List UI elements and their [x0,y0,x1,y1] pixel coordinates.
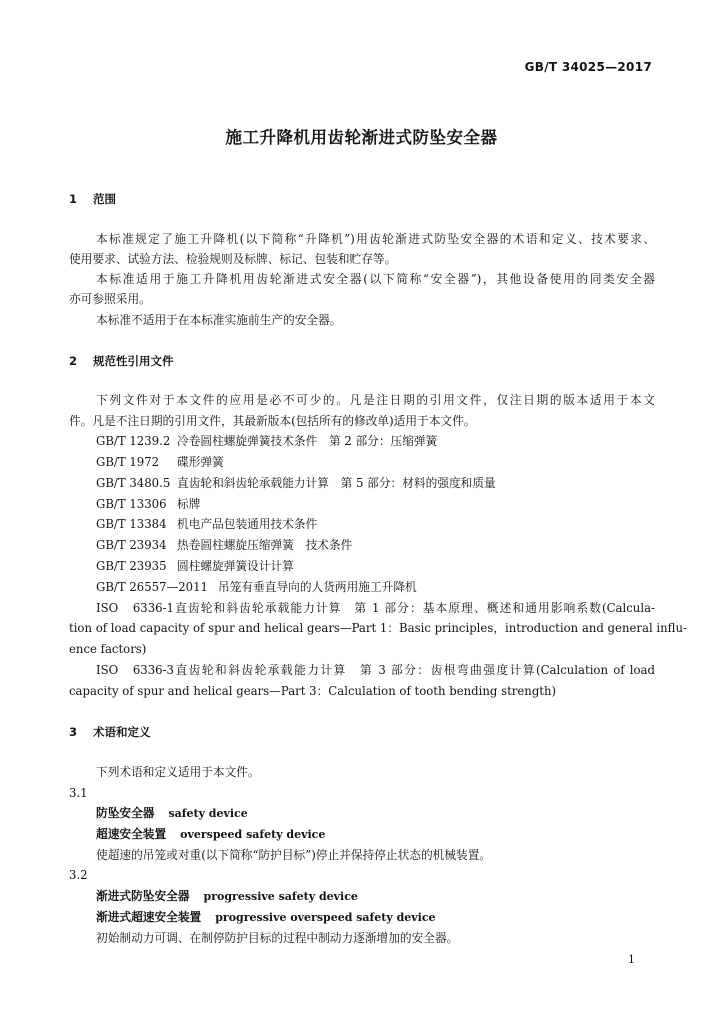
reference-code: GB/T 13306 [96,497,167,511]
term-definition: 初始制动力可调、在制停防护目标的过程中制动力逐渐增加的安全器。 [96,931,459,945]
term-english: overspeed safety device [180,828,326,841]
paragraph-line: ence factors) [69,642,147,656]
term-english: progressive overspeed safety device [215,911,436,924]
document-title: 施工升降机用齿轮渐进式防坠安全器 [225,128,498,147]
reference-code: GB/T 13384 [96,517,167,531]
term-chinese: 超速安全装置 [96,827,167,841]
term-entry [96,910,655,925]
section-2-heading [69,353,174,369]
section-title: 规范性引用文件 [93,354,174,368]
paragraph-line: 本标准规定了施工升降机(以下简称“升降机”)用齿轮渐进式防坠安全器的术语和定义、技术要求、 [96,232,655,246]
reference-title: 直齿轮和斜齿轮承载能力计算 第 5 部分：材料的强度和质量 [177,476,496,490]
reference-item [96,497,655,511]
standard-code: GB/T 34025—2017 [524,60,652,74]
section-title: 范围 [93,192,117,206]
reference-title: 热卷圆柱螺旋压缩弹簧 技术条件 [177,538,353,552]
reference-code: GB/T 1239.2 [96,434,171,448]
paragraph-line: tion of load capacity of spur and helical gears—Part 1：Basic principles，introduction and general influ- [69,621,687,635]
reference-code: GB/T 23935 [96,559,167,573]
reference-title: 圆柱螺旋弹簧设计计算 [177,559,294,573]
reference-item [96,455,655,469]
reference-item [96,663,655,677]
term-english: progressive safety device [203,890,358,903]
paragraph-line: 本标准适用于施工升降机用齿轮渐进式安全器(以下简称“安全器”)，其他设备使用的同类安全器 [96,272,655,286]
section-number: 2 [69,354,78,368]
term-chinese: 渐进式超速安全装置 [96,910,202,924]
paragraph-line: 本标准不适用于在本标准实施前生产的安全器。 [96,313,342,327]
reference-item [96,559,655,573]
reference-item [96,476,655,490]
reference-item [96,434,655,448]
reference-code: ISO 6336-3 [96,663,174,677]
section-number: 3 [69,725,78,739]
paragraph-line: 下列术语和定义适用于本文件。 [96,765,260,779]
reference-title: 碟形弹簧 [177,455,224,469]
reference-code: GB/T 23934 [96,538,167,552]
reference-title: 直齿轮和斜齿轮承载能力计算 第 1 部分：基本原理、概述和通用影响系数(Calcula- [174,601,655,615]
term-entry [96,827,655,842]
section-3-heading [69,724,151,740]
reference-item [96,538,655,552]
reference-item [96,601,655,615]
reference-title: 机电产品包装通用技术条件 [177,517,318,531]
reference-code: GB/T 3480.5 [96,476,171,490]
reference-title: 标牌 [177,497,201,511]
reference-item [96,580,655,594]
reference-code: ISO 6336-1 [96,601,174,615]
term-english: safety device [168,807,248,820]
reference-code: GB/T 1972 [96,455,160,469]
reference-code: GB/T 26557—2011 [96,580,208,594]
paragraph-line: 下列文件对于本文件的应用是必不可少的。凡是注日期的引用文件，仅注日期的版本适用于本文 [96,393,655,407]
reference-item [96,517,655,531]
section-number: 1 [69,192,78,206]
term-entry [96,889,655,904]
section-title: 术语和定义 [93,725,151,739]
clause-number: 3.2 [69,868,88,882]
term-definition: 使超速的吊笼或对重(以下简称“防护目标”)停止并保持停止状态的机械装置。 [96,848,492,862]
paragraph-line: 亦可参照采用。 [69,292,151,306]
paragraph-line: 件。凡是不注日期的引用文件，其最新版本(包括所有的修改单)适用于本文件。 [69,414,476,428]
reference-title: 直齿轮和斜齿轮承载能力计算 第 3 部分：齿根弯曲强度计算(Calculation of load [174,663,655,677]
paragraph-line: capacity of spur and helical gears—Part 3：Calculation of tooth bending strength) [69,684,557,698]
clause-number: 3.1 [69,786,88,800]
term-chinese: 防坠安全器 [96,806,155,820]
reference-title: 冷卷圆柱螺旋弹簧技术条件 第 2 部分：压缩弹簧 [177,434,438,448]
term-chinese: 渐进式防坠安全器 [96,889,190,903]
paragraph-line: 使用要求、试验方法、检验规则及标牌、标记、包装和贮存等。 [69,252,397,266]
term-entry [96,806,655,821]
reference-title: 吊笼有垂直导向的人货两用施工升降机 [218,580,417,594]
page-number: 1 [628,953,635,966]
section-1-heading [69,191,116,207]
